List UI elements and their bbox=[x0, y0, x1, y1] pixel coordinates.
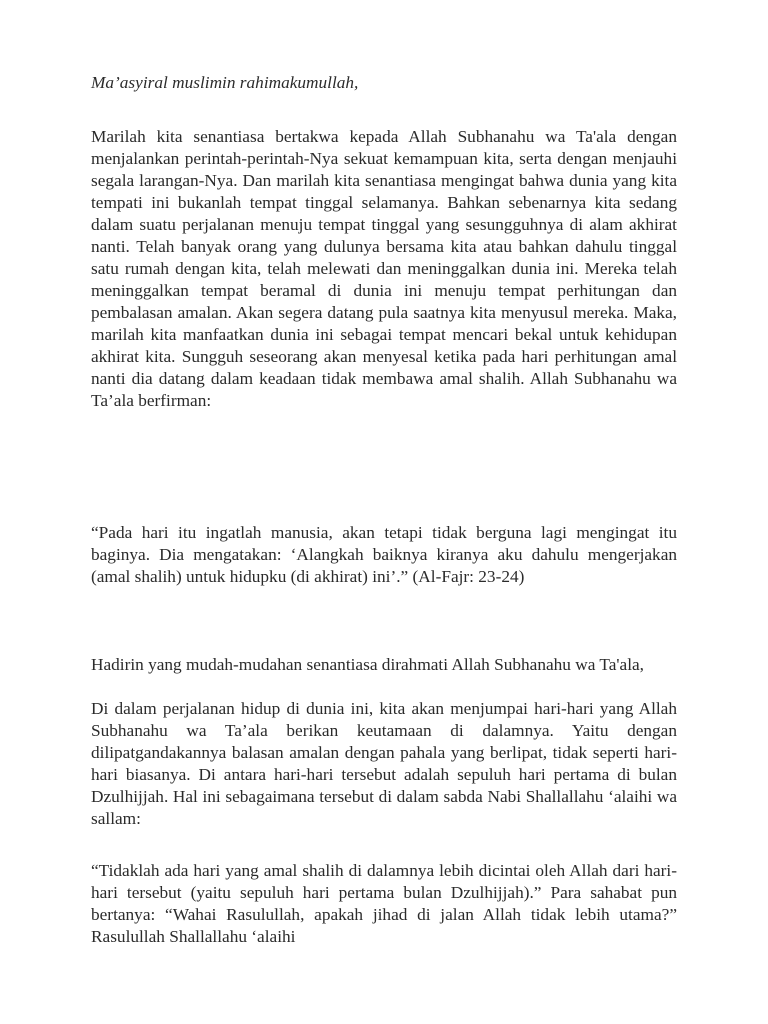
paragraph-hadith-quote: “Tidaklah ada hari yang amal shalih di dalamnya lebih dicintai oleh Allah dari hari-hari tersebut (yaitu sepuluh hari pertama bulan Dzulhijjah).” Para sahabat pun bertanya: “Wahai Rasulullah, apakah jihad di jalan Allah tidak lebih utama?” Rasulullah Shallallahu ‘alaihi bbox=[91, 861, 677, 946]
paragraph-dzulhijjah-virtue: Di dalam perjalanan hidup di dunia ini, kita akan menjumpai hari-hari yang Allah Subhanahu wa Ta’ala berikan keutamaan di dalamnya. Yaitu dengan dilipatgandakannya balasan amalan dengan pahala yang berlipat, tidak seperti hari-hari biasanya. Di antara hari-hari tersebut adalah sepuluh hari pertama di bulan Dzulhijjah. Hal ini sebagaimana tersebut di dalam sabda Nabi Shallallahu ‘alaihi wa sallam: bbox=[91, 699, 677, 828]
paragraph-audience-address: Hadirin yang mudah-mudahan senantiasa dirahmati Allah Subhanahu wa Ta'ala, bbox=[91, 655, 644, 674]
paragraph-quran-quote: “Pada hari itu ingatlah manusia, akan tetapi tidak berguna lagi mengingat itu baginya. Dia mengatakan: ‘Alangkah baiknya kiranya aku dahulu mengerjakan (amal shalih) untuk hidupku (di akhirat) ini’.” (Al-Fajr: 23-24) bbox=[91, 523, 677, 586]
greeting-line: Ma’asyiral muslimin rahimakumullah, bbox=[91, 73, 359, 92]
paragraph-opening-exhortation: Marilah kita senantiasa bertakwa kepada Allah Subhanahu wa Ta'ala dengan menjalankan perintah-perintah-Nya sekuat kemampuan kita, serta dengan menjauhi segala larangan-Nya. Dan marilah kita senantiasa mengingat bahwa dunia yang kita tempati ini bukanlah tempat tinggal selamanya. Bahkan sebenarnya kita sedang dalam suatu perjalanan menuju tempat tinggal yang sesungguhnya di alam akhirat nanti. Telah banyak orang yang dulunya bersama kita atau bahkan dahulu tinggal satu rumah dengan kita, telah melewati dan meninggalkan dunia ini. Mereka telah meninggalkan tempat beramal di dunia ini menuju tempat perhitungan dan pembalasan amalan. Akan segera datang pula saatnya kita menyusul mereka. Maka, marilah kita manfaatkan dunia ini sebagai tempat mencari bekal untuk kehidupan akhirat kita. Sungguh seseorang akan menyesal ketika pada hari perhitungan amal nanti dia datang dalam keadaan tidak membawa amal shalih. Allah Subhanahu wa Ta’ala berfirman: bbox=[91, 127, 677, 410]
